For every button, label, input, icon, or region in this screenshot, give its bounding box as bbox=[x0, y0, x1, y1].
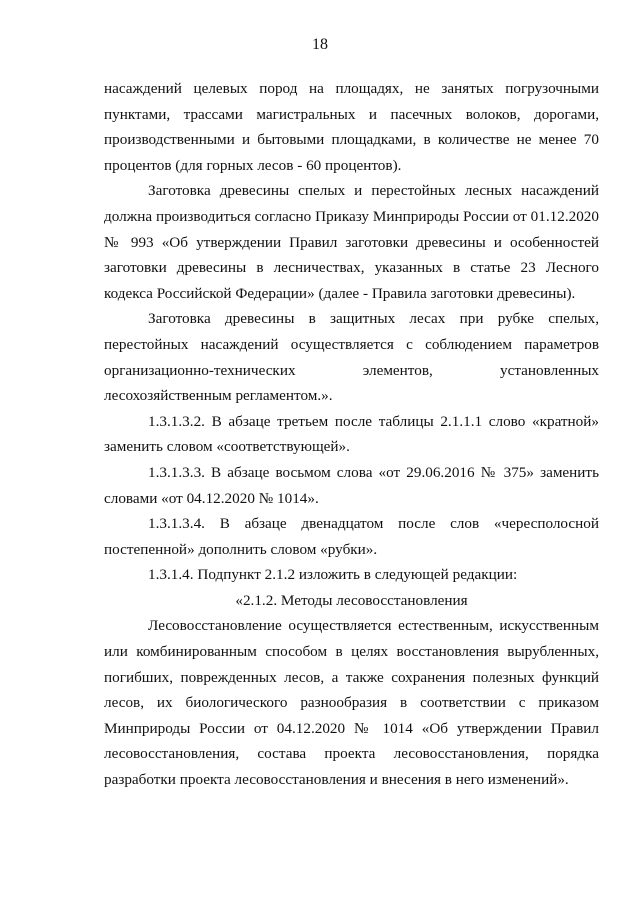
page-number: 18 bbox=[312, 36, 328, 53]
paragraph-item-1-3-1-3-2: 1.3.1.3.2. В абзаце третьем после таблицы 2.1.1.1 слово «кратной» заменить словом «соответствующей». bbox=[104, 412, 599, 456]
paragraph-protective-forests: Заготовка древесины в защитных лесах при рубке спелых, перестойных насаждений осуществляется с соблюдением параметров организационно-технических элементов, установленных bbox=[104, 310, 599, 379]
paragraph-item-1-3-1-3-4: 1.3.1.3.4. В абзаце двенадцатом после слов «чересполосной постепенной» дополнить словом «рубки». bbox=[104, 515, 599, 558]
paragraph-harvesting-mature: Заготовка древесины спелых и перестойных лесных насаждений должна производиться согласно Приказу Минприроды России от 01.12.2020 № 993 «Об утверждении Правил заготовки древесины и особенностей заготовки древесины в лесничествах, указанных в статье 23 Лесного кодекса Российской Федерации» (далее - Правила заготовки древесины). bbox=[104, 182, 599, 302]
paragraph-item-1-3-1-3-3: 1.3.1.3.3. В абзаце восьмом слова «от 29.06.2016 № 375» заменить словами «от 04.12.2020 № 1014». bbox=[104, 463, 599, 507]
paragraph-item-1-3-1-4: 1.3.1.4. Подпункт 2.1.2 изложить в следующей редакции: bbox=[148, 566, 518, 584]
document-body bbox=[104, 76, 599, 793]
paragraph-reforestation: Лесовосстановление осуществляется естественным, искусственным или комбинированным способом в целях восстановления вырубленных, погибших, поврежденных лесов, а также сохранения полезных функций лесов, их биологического разнообразия в соответствии с приказом Минприроды России от 04.12.2020 № 1014 «Об утверждении Правил лесовосстановления, состава проекта лесовосстановления, порядка разработки проекта лесовосстановления и внесения в него изменений». bbox=[104, 617, 599, 789]
paragraph-continuation: насаждений целевых пород на площадях, не занятых погрузочными пунктами, трассами магистральных и пасечных волоков, дорогами, производственными и бытовыми площадками, в количестве не менее 70 процентов (для горных лесов - 60 процентов). bbox=[104, 80, 599, 174]
paragraph-regulation-end: лесохозяйственным регламентом.». bbox=[104, 387, 333, 405]
section-heading-2-1-2: «2.1.2. Методы лесовосстановления bbox=[235, 591, 468, 609]
